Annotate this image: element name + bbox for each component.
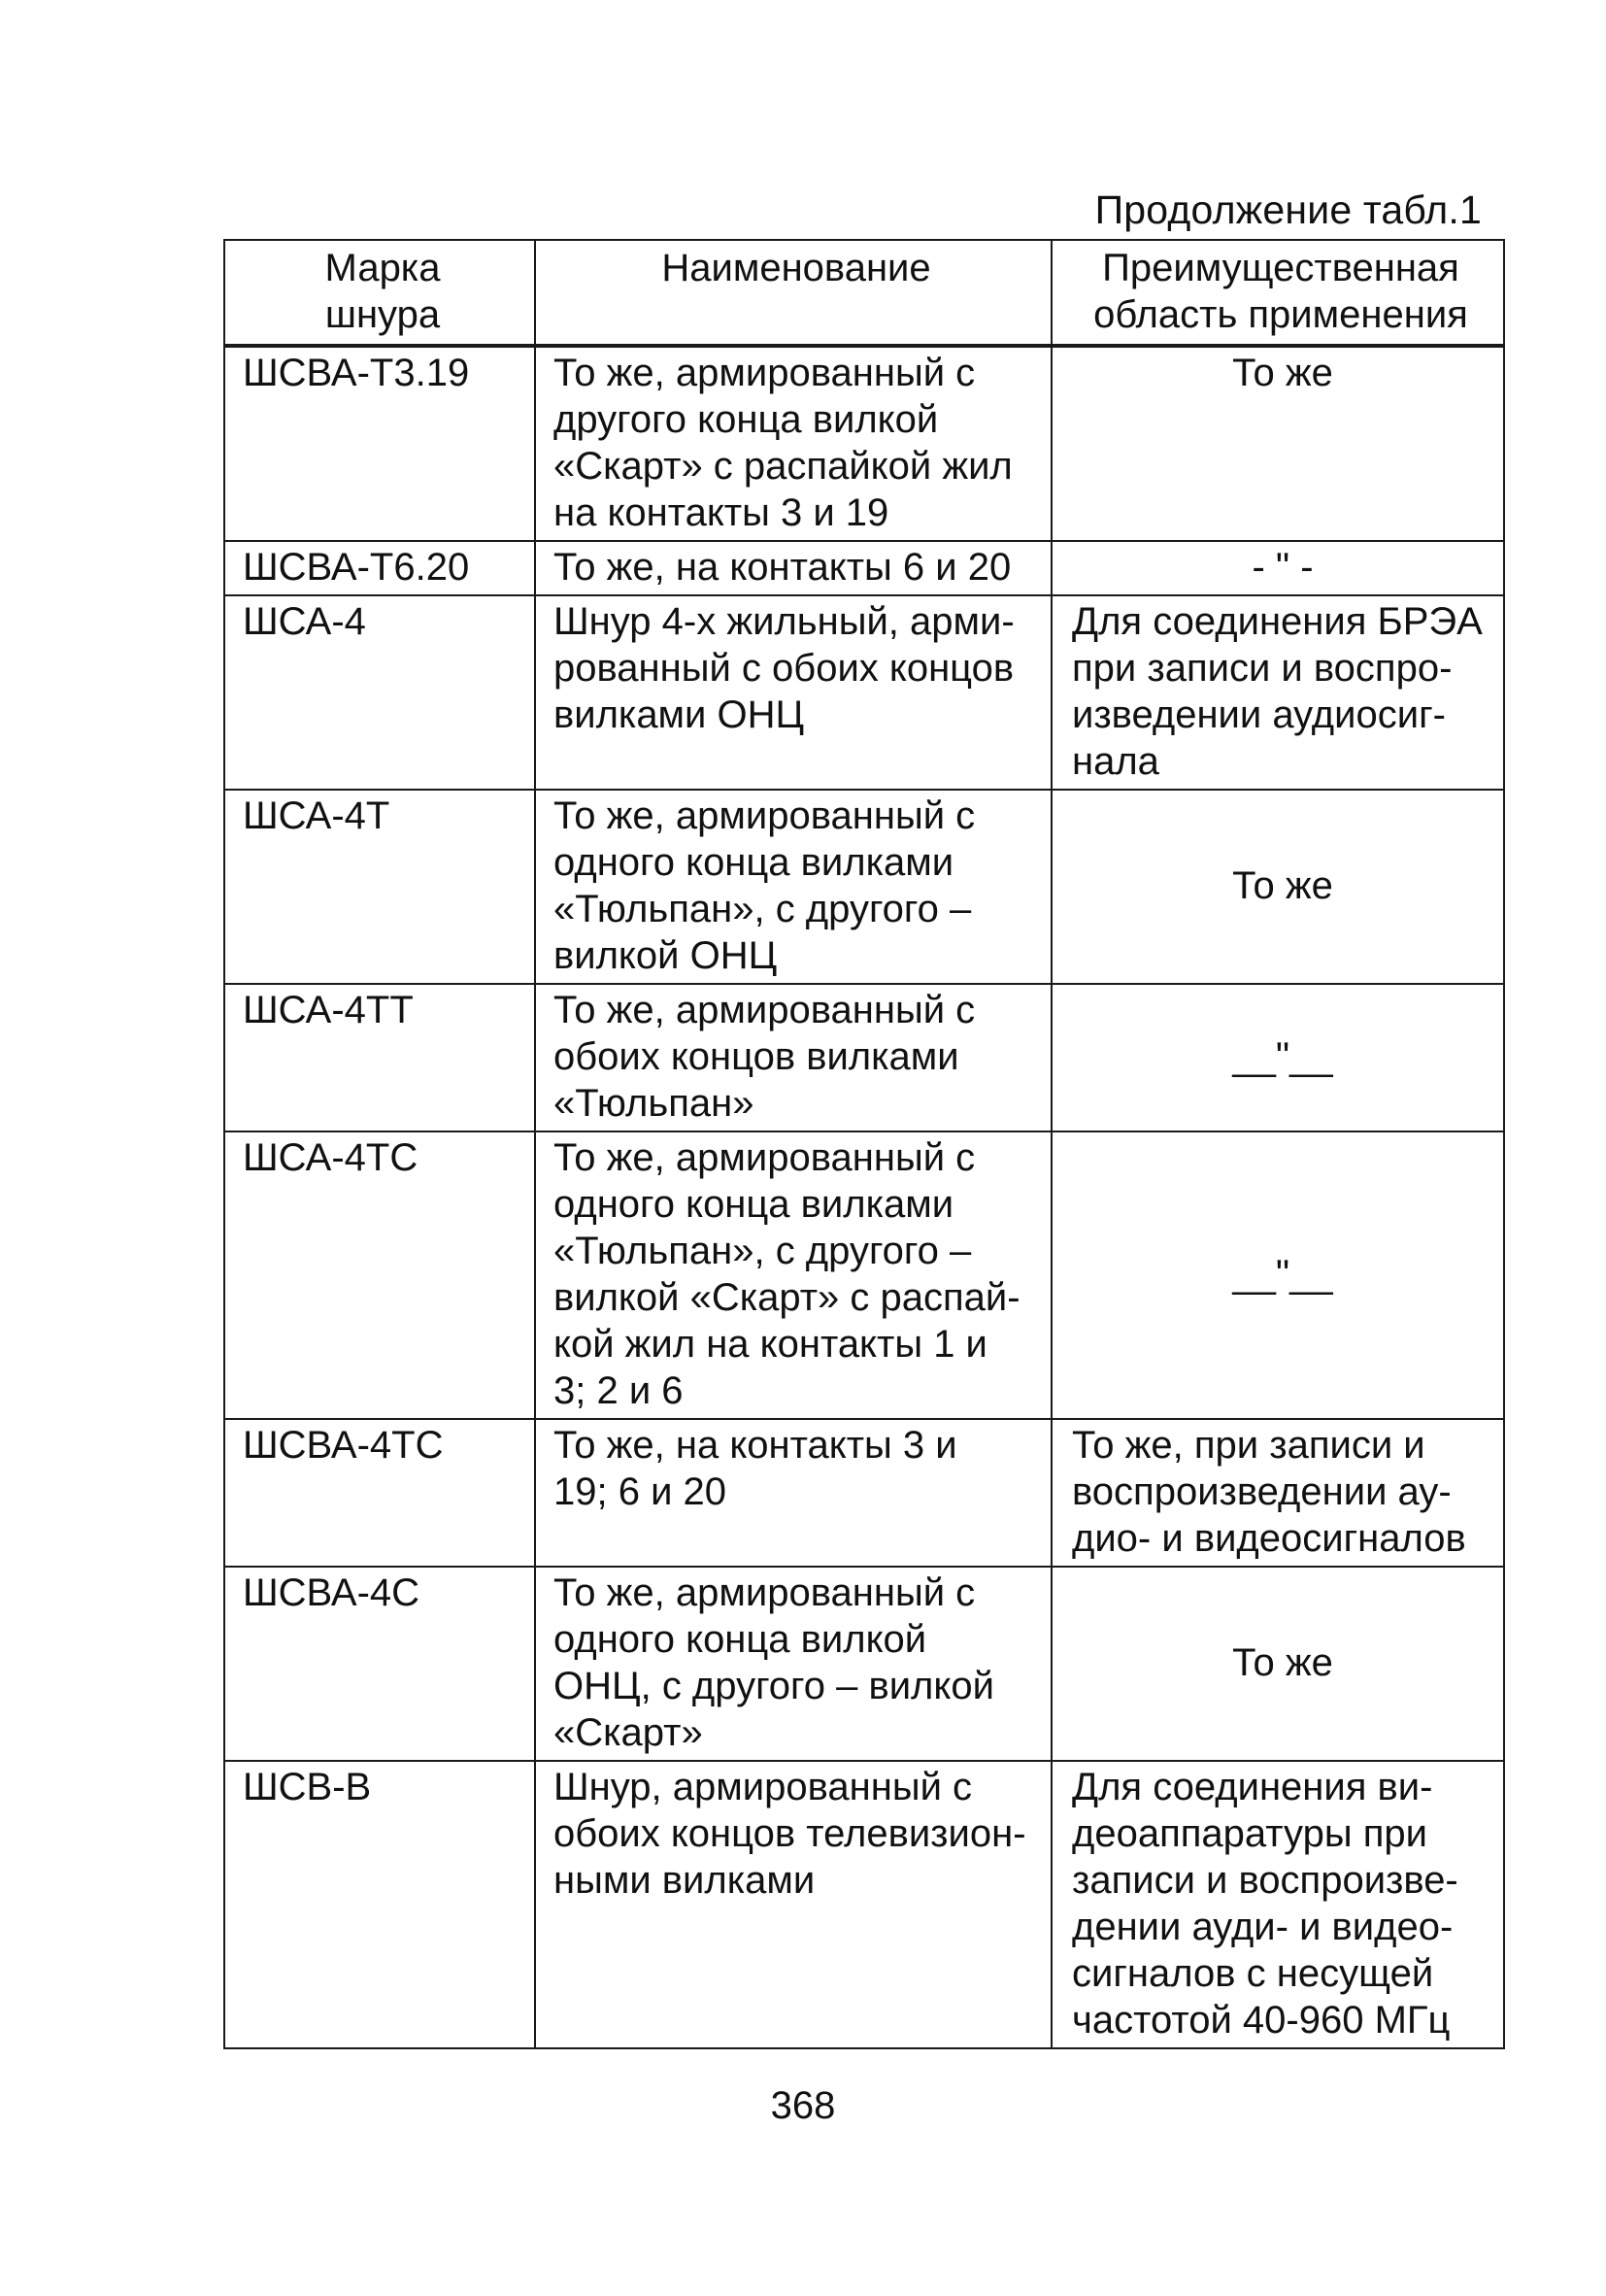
header-application: Преимущественная область применения [1052,240,1504,346]
table-row [224,1761,1504,2048]
cell-mark: ШСА-4ТТ [224,984,535,1131]
cell-application: Для соединения БРЭА при записи и воспро- изведении аудиосиг- нала [1052,595,1504,790]
table-continuation-caption: Продолжение табл.1 [1094,187,1482,232]
cell-application: То же [1052,1567,1504,1761]
cell-name: То же, армированный с обоих концов вилками «Тюльпан» [535,984,1052,1131]
cell-name: То же, армированный с одного конца вилкой ОНЦ, с другого – вилкой «Скарт» [535,1567,1052,1761]
header-name: Наименование [535,240,1052,346]
cell-application: То же [1052,790,1504,984]
cell-application: То же, при записи и воспроизведении ау- дио- и видеосигналов [1052,1419,1504,1567]
cell-name: Шнур 4-х жильный, арми- рованный с обоих концов вилками ОНЦ [535,595,1052,790]
cell-mark: ШСВА-Т6.20 [224,541,535,595]
table-row [224,790,1504,984]
table-row [224,541,1504,595]
cord-specifications-table [223,239,1505,2049]
cell-mark: ШСА-4Т [224,790,535,984]
cell-application: Для соединения ви- деоаппаратуры при записи и воспроизве- дении ауди- и видео- сигналов с несущей частотой 40-960 МГц [1052,1761,1504,2048]
cell-mark: ШСВА-4С [224,1567,535,1761]
cell-mark: ШСВ-В [224,1761,535,2048]
cell-name: То же, армированный с одного конца вилками «Тюльпан», с другого – вилкой ОНЦ [535,790,1052,984]
cell-name: То же, армированный с одного конца вилками «Тюльпан», с другого – вилкой «Скарт» с распай- кой жил на контакты 1 и 3; 2 и 6 [535,1131,1052,1419]
cell-mark: ШСА-4ТС [224,1131,535,1419]
table-row [224,1131,1504,1419]
cell-name: То же, на контакты 6 и 20 [535,541,1052,595]
cell-application: - " - [1052,541,1504,595]
cell-application: __"__ [1052,984,1504,1131]
cell-name: То же, армированный с другого конца вилкой «Скарт» с распайкой жил на контакты 3 и 19 [535,346,1052,541]
table-header-row [224,240,1504,346]
table-row [224,346,1504,541]
cell-mark: ШСВА-4ТС [224,1419,535,1567]
table-row [224,984,1504,1131]
table-row [224,1567,1504,1761]
cell-name: Шнур, армированный с обоих концов телевизион- ными вилками [535,1761,1052,2048]
table-row [224,595,1504,790]
page-number: 368 [770,2084,836,2127]
table-row [224,1419,1504,1567]
cell-application: То же [1052,346,1504,541]
cell-mark: ШСВА-Т3.19 [224,346,535,541]
cell-application: __"__ [1052,1131,1504,1419]
header-mark: Марка шнура [224,240,535,346]
cell-name: То же, на контакты 3 и 19; 6 и 20 [535,1419,1052,1567]
cell-mark: ШСА-4 [224,595,535,790]
